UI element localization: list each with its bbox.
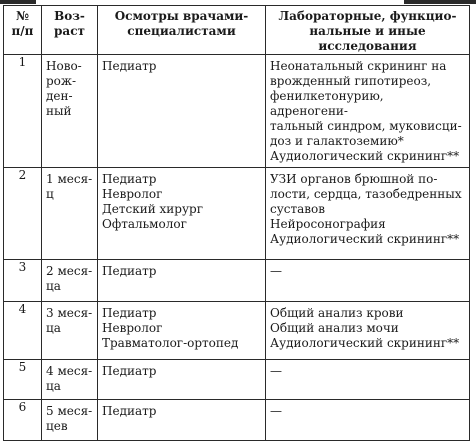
header-tests: Лабораторные, функцио- нальные и иные исследования	[266, 6, 470, 55]
table-row	[4, 360, 470, 400]
row-doctors: Педиатр Невролог Детский хирург Офтальмолог	[98, 168, 266, 260]
row-age: 2 меся- ца	[42, 260, 98, 302]
table-row	[4, 55, 470, 168]
table-row	[4, 400, 470, 441]
row-age: 5 меся- цев	[42, 400, 98, 441]
table-row	[4, 260, 470, 302]
table-row	[4, 168, 470, 260]
header-doctors: Осмотры врачами- специалистами	[98, 6, 266, 55]
row-doctors: Педиатр	[98, 260, 266, 302]
table-row	[4, 302, 470, 360]
examination-table	[3, 5, 470, 441]
table-header-row	[4, 6, 470, 55]
row-tests: —	[266, 260, 470, 302]
row-tests: Неонатальный скрининг на врожденный гипотиреоз, фенилкетонурию, адреногени- тальный синдром, муковисци- доз и галактоземию* Аудиологический скрининг**	[266, 55, 470, 168]
row-doctors: Педиатр	[98, 400, 266, 441]
row-tests: Общий анализ крови Общий анализ мочи Аудиологический скрининг**	[266, 302, 470, 360]
header-number: № п/п	[4, 6, 42, 55]
row-age: Ново- рож- ден- ный	[42, 55, 98, 168]
row-age: 4 меся- ца	[42, 360, 98, 400]
row-number: 5	[4, 360, 42, 400]
row-doctors: Педиатр Невролог Травматолог-ортопед	[98, 302, 266, 360]
row-number: 3	[4, 260, 42, 302]
row-age: 1 меся- ц	[42, 168, 98, 260]
row-age: 3 меся- ца	[42, 302, 98, 360]
row-tests: —	[266, 360, 470, 400]
row-doctors: Педиатр	[98, 360, 266, 400]
row-number: 6	[4, 400, 42, 441]
row-tests: —	[266, 400, 470, 441]
row-number: 4	[4, 302, 42, 360]
row-number: 1	[4, 55, 42, 168]
row-tests: УЗИ органов брюшной по- лости, сердца, тазобедренных суставов Нейросонография Аудиологический скрининг**	[266, 168, 470, 260]
header-age: Воз- раст	[42, 6, 98, 55]
row-doctors: Педиатр	[98, 55, 266, 168]
row-number: 2	[4, 168, 42, 260]
